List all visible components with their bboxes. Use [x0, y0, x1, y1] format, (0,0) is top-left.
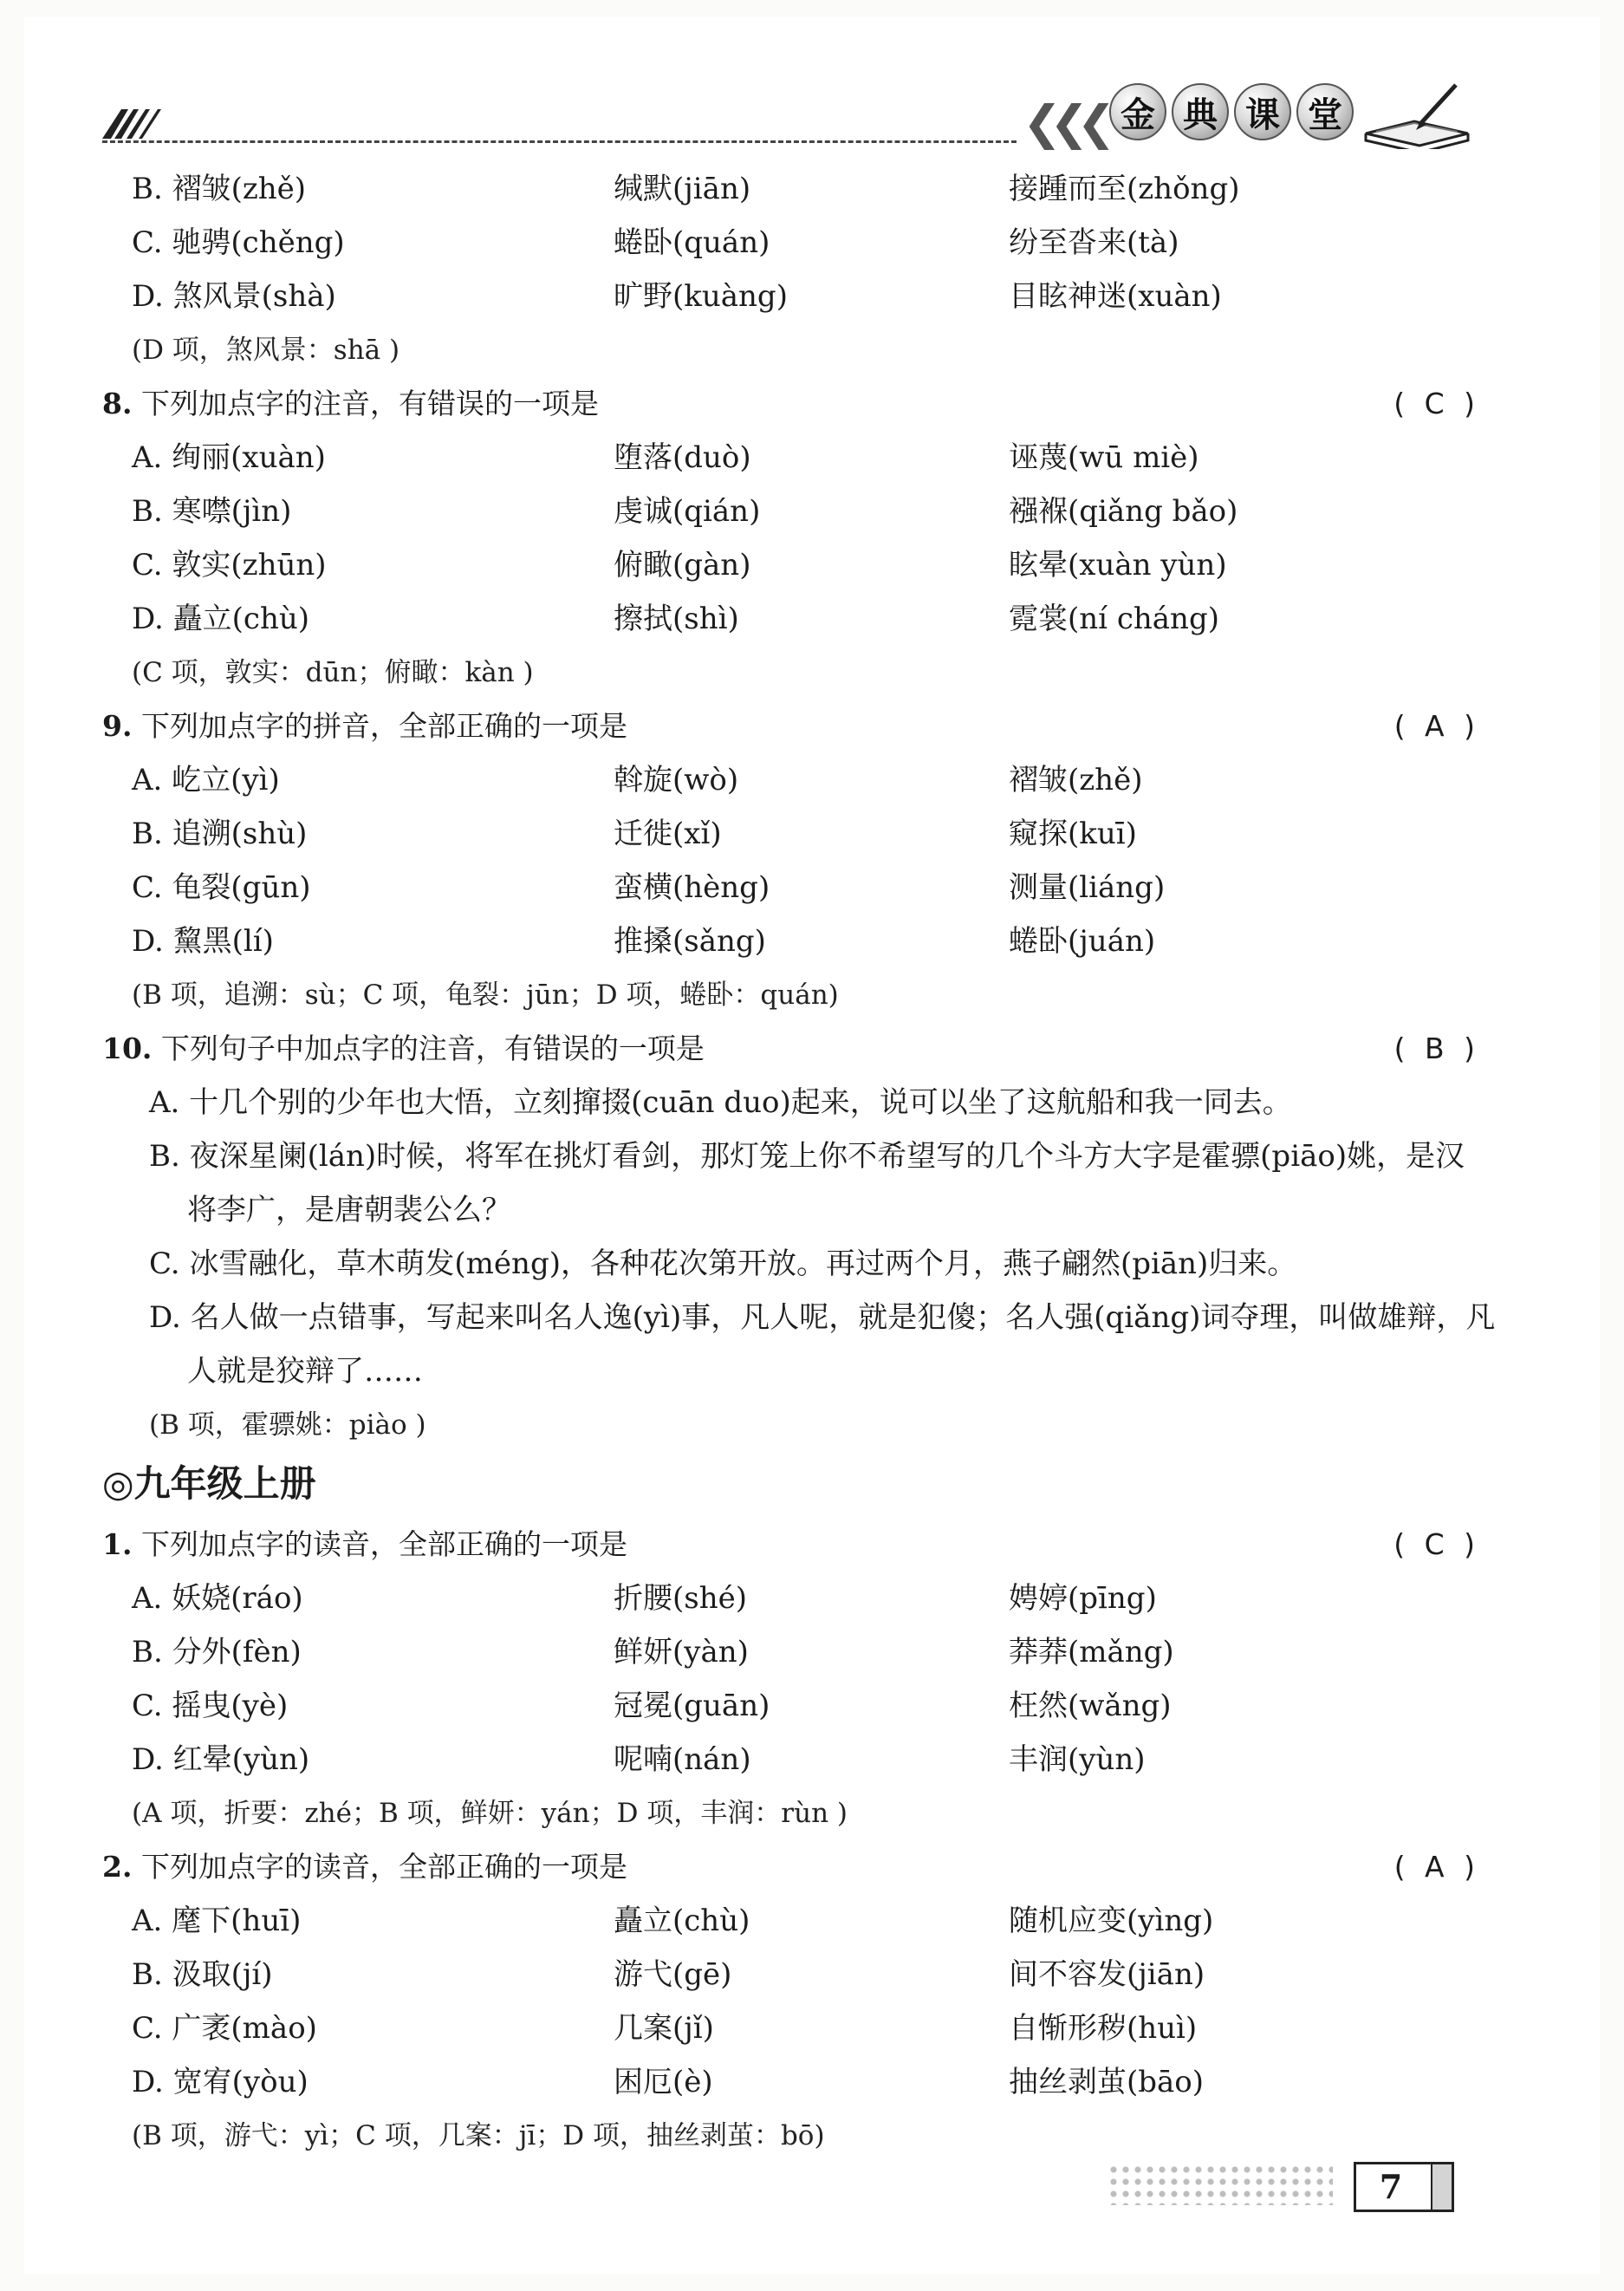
option-c-col: 丰润(yùn) — [1009, 1742, 1146, 1777]
brand-logo — [1023, 80, 1473, 159]
header-dashed-rule — [102, 140, 1017, 143]
footer-dot-pattern — [1108, 2164, 1333, 2205]
question-9 — [102, 706, 627, 747]
option-a-col: B. 分外(fèn) — [132, 1635, 302, 1669]
option-a-col: A. 绚丽(xuàn) — [132, 440, 326, 475]
section-title: ◎九年级上册 — [102, 1462, 316, 1505]
option-b-col: 蜷卧(quán) — [614, 225, 770, 260]
answer-note: (A 项，折要：zhé；B 项，鲜妍：yán；D 项，丰润：rùn ) — [132, 1798, 848, 1829]
option-c-col: 诬蔑(wū miè) — [1009, 440, 1199, 475]
sentence-option-a: A. 十几个别的少年也大悟，立刻撺掇(cuān duo)起来，说可以坐了这航船和我一同去。 — [149, 1085, 1292, 1120]
option-b-col: 推搡(sǎng) — [614, 924, 766, 959]
page-number: 7 — [1379, 2167, 1403, 2206]
page-tab-decoration — [1431, 2164, 1452, 2210]
option-a-col: B. 寒噤(jìn) — [132, 494, 292, 529]
option-c-col: 襁褓(qiǎng bǎo) — [1009, 494, 1238, 529]
answer-note: (D 项，煞风景：shā ) — [132, 335, 400, 366]
option-a-col: D. 宽宥(yòu) — [132, 2065, 309, 2099]
brand-char: 堂 — [1296, 83, 1354, 140]
option-a-col: D. 煞风景(shà) — [132, 279, 336, 314]
question-number: 8. — [102, 387, 133, 420]
option-a-col: C. 驰骋(chěng) — [132, 225, 345, 260]
question-1 — [102, 1524, 627, 1565]
option-a-col: A. 麾下(huī) — [132, 1904, 302, 1938]
question-text: 下列加点字的读音，全部正确的一项是 — [140, 1850, 627, 1884]
option-b-col: 折腰(shé) — [614, 1581, 747, 1616]
option-b-col: 堕落(duò) — [614, 440, 751, 475]
option-c-col: 间不容发(jiān) — [1009, 1957, 1205, 1992]
double-chevron-icon: ❮❮❮ — [1023, 95, 1104, 150]
option-c-col: 接踵而至(zhǒng) — [1009, 172, 1240, 206]
option-c-col: 随机应变(yìng) — [1009, 1904, 1214, 1938]
brand-title — [1109, 83, 1354, 140]
question-number: 1. — [102, 1527, 133, 1561]
option-b-col: 几案(jǐ) — [614, 2011, 714, 2046]
option-a-col: B. 褶皱(zhě) — [132, 172, 307, 206]
option-c-col: 眩晕(xuàn yùn) — [1009, 548, 1227, 583]
option-a-col: C. 敦实(zhūn) — [132, 548, 327, 583]
option-b-col: 缄默(jiān) — [614, 172, 751, 206]
sentence-option-b: B. 夜深星阑(lán)时候，将军在挑灯看剑，那灯笼上你不希望写的几个斗方大字是霍骠(piāo)姚，是汉 — [149, 1139, 1465, 1174]
option-a-col: D. 红晕(yùn) — [132, 1742, 310, 1777]
answer-note: (B 项，游弋：yì；C 项，几案：jī；D 项，抽丝剥茧：bō) — [132, 2120, 825, 2151]
brand-char: 金 — [1109, 83, 1166, 140]
option-c-col: 蜷卧(juán) — [1009, 924, 1156, 959]
option-a-col: D. 矗立(chù) — [132, 602, 310, 636]
question-2 — [102, 1846, 627, 1888]
answer-marker: ( A ) — [1393, 1850, 1480, 1884]
brand-char: 课 — [1234, 83, 1291, 140]
option-b-col: 斡旋(wò) — [614, 763, 739, 797]
answer-note: (B 项，追溯：sù；C 项，龟裂：jūn；D 项，蜷卧：quán) — [132, 980, 839, 1011]
option-a-col: C. 广袤(mào) — [132, 2011, 317, 2046]
question-number: 10. — [102, 1032, 153, 1065]
answer-note: (C 项，敦实：dūn；俯瞰：kàn ) — [132, 657, 534, 688]
answer-note: (B 项，霍骠姚：piào ) — [149, 1409, 426, 1441]
option-c-col: 霓裳(ní cháng) — [1009, 602, 1219, 636]
option-c-col: 测量(liáng) — [1009, 870, 1166, 905]
option-c-col: 枉然(wǎng) — [1009, 1689, 1172, 1723]
question-text: 下列加点字的读音，全部正确的一项是 — [140, 1527, 627, 1561]
question-text: 下列句子中加点字的注音，有错误的一项是 — [160, 1032, 705, 1065]
question-10 — [102, 1028, 705, 1070]
option-b-col: 冠冕(guān) — [614, 1689, 770, 1723]
book-pen-icon — [1361, 80, 1473, 149]
option-a-col: A. 屹立(yì) — [132, 763, 280, 797]
option-a-col: B. 汲取(jí) — [132, 1957, 273, 1992]
option-c-col: 娉婷(pīng) — [1009, 1581, 1157, 1616]
option-b-col: 蛮横(hèng) — [614, 870, 770, 905]
option-b-col: 呢喃(nán) — [614, 1742, 751, 1777]
option-b-col: 旷野(kuàng) — [614, 279, 788, 314]
option-a-col: C. 摇曳(yè) — [132, 1689, 289, 1723]
answer-marker: ( C ) — [1393, 387, 1480, 420]
sentence-option-d: D. 名人做一点错事，写起来叫名人逸(yì)事，凡人呢，就是犯傻；名人强(qiǎng)词夺理，叫做雄辩，凡 — [149, 1300, 1496, 1335]
option-a-col: D. 黧黑(lí) — [132, 924, 274, 959]
option-c-col: 目眩神迷(xuàn) — [1009, 279, 1222, 314]
answer-marker: ( A ) — [1393, 709, 1480, 743]
option-b-col: 鲜妍(yàn) — [614, 1635, 749, 1669]
answer-marker: ( C ) — [1393, 1527, 1480, 1561]
sentence-option-b-cont: 将李广，是唐朝裴公么？ — [187, 1193, 511, 1227]
question-8 — [102, 383, 599, 425]
option-b-col: 矗立(chù) — [614, 1904, 750, 1938]
option-b-col: 虔诚(qián) — [614, 494, 761, 529]
option-b-col: 迁徙(xǐ) — [614, 817, 722, 851]
answer-marker: ( B ) — [1393, 1032, 1480, 1065]
option-c-col: 莽莽(mǎng) — [1009, 1635, 1174, 1669]
option-a-col: C. 龟裂(gūn) — [132, 870, 311, 905]
option-c-col: 窥探(kuī) — [1009, 817, 1137, 851]
question-text: 下列加点字的注音，有错误的一项是 — [140, 387, 599, 420]
option-a-col: A. 妖娆(ráo) — [132, 1581, 303, 1616]
option-c-col: 抽丝剥茧(bāo) — [1009, 2065, 1205, 2099]
page-number-box — [1354, 2162, 1454, 2212]
option-c-col: 纷至沓来(tà) — [1009, 225, 1179, 260]
option-a-col: B. 追溯(shù) — [132, 817, 308, 851]
option-b-col: 困厄(è) — [614, 2065, 713, 2099]
sentence-option-d-cont: 人就是狡辩了…… — [187, 1354, 423, 1389]
question-number: 9. — [102, 709, 133, 743]
option-b-col: 擦拭(shì) — [614, 602, 739, 636]
header-triangle-icon — [102, 109, 163, 139]
option-b-col: 俯瞰(gàn) — [614, 548, 751, 583]
sentence-option-c: C. 冰雪融化，草木萌发(méng)，各种花次第开放。再过两个月，燕子翩然(piān)归来。 — [149, 1246, 1297, 1281]
option-c-col: 自惭形秽(huì) — [1009, 2011, 1198, 2046]
option-b-col: 游弋(gē) — [614, 1957, 732, 1992]
question-number: 2. — [102, 1850, 133, 1884]
option-c-col: 褶皱(zhě) — [1009, 763, 1143, 797]
question-text: 下列加点字的拼音，全部正确的一项是 — [140, 709, 627, 743]
brand-char: 典 — [1172, 83, 1229, 140]
